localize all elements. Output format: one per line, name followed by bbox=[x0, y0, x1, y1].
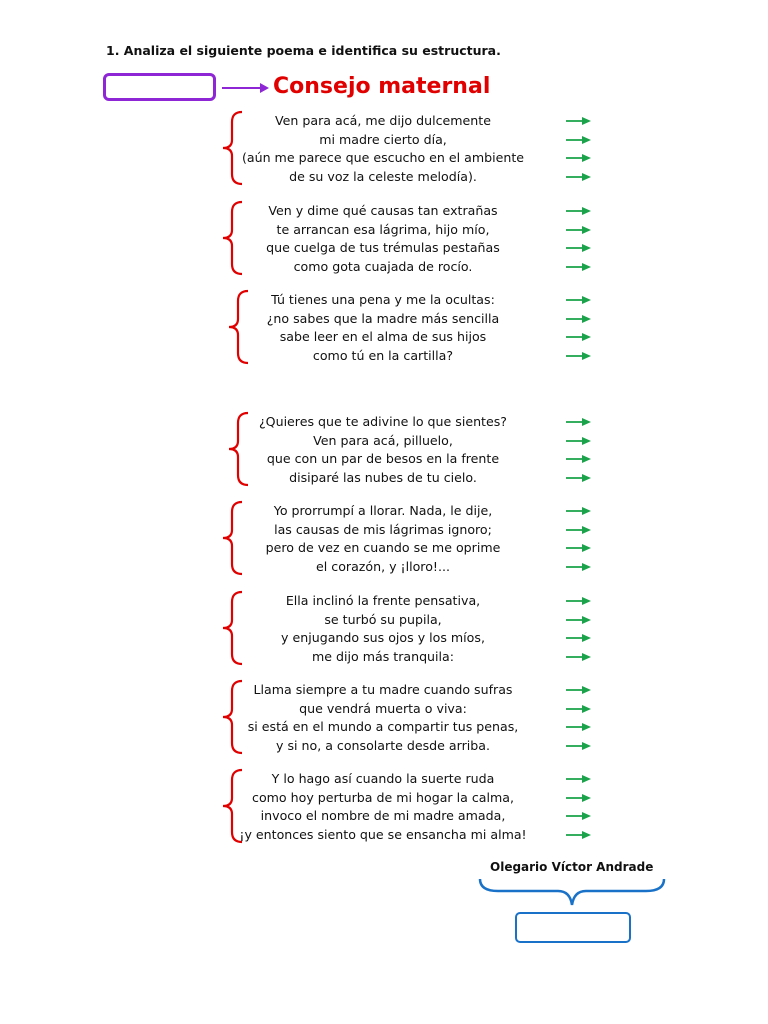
poem-verse: las causas de mis lágrimas ignoro; bbox=[274, 521, 492, 537]
poem-verse: que vendrá muerta o viva: bbox=[299, 700, 467, 716]
poem-verse: (aún me parece que escucho en el ambiente bbox=[241, 150, 525, 166]
poem-verse: Ven para acá, me dijo dulcemente bbox=[275, 113, 491, 128]
poem-title: Consejo maternal bbox=[273, 74, 491, 99]
stanza-lines bbox=[238, 502, 528, 576]
poem-verse: y enjugando sus ojos y los míos, bbox=[281, 630, 485, 646]
poem-verse: sabe leer en el alma de sus hijos bbox=[279, 329, 487, 345]
poem-verse: Y lo hago así cuando la suerte ruda bbox=[271, 771, 495, 786]
poem-verse: el corazón, y ¡lloro!... bbox=[316, 558, 450, 574]
stanza-lines bbox=[238, 112, 528, 186]
poem-verse: disiparé las nubes de tu cielo. bbox=[289, 469, 477, 485]
poem-verse: de su voz la celeste melodía). bbox=[289, 168, 477, 184]
poem-verse: si está en el mundo a compartir tus penas, bbox=[247, 719, 519, 735]
author-answer-box[interactable] bbox=[515, 912, 631, 943]
stanza-lines bbox=[238, 413, 528, 487]
poem-verse: como tú en la cartilla? bbox=[312, 347, 454, 363]
poem-verse: Llama siempre a tu madre cuando sufras bbox=[253, 682, 513, 697]
poem-verse: y si no, a consolarte desde arriba. bbox=[275, 737, 490, 753]
poem-verse: ¿Quieres que te adivine lo que sientes? bbox=[258, 414, 507, 429]
poem-verse: pero de vez en cuando se me oprime bbox=[265, 540, 501, 556]
poem-verse: Ven y dime qué causas tan extrañas bbox=[268, 203, 498, 218]
stanza-lines bbox=[238, 681, 528, 755]
poem-verse: Yo prorrumpí a llorar. Nada, le dije, bbox=[273, 503, 493, 518]
poem-verse: como hoy perturba de mi hogar la calma, bbox=[252, 789, 514, 805]
stanza-lines bbox=[238, 202, 528, 276]
poem-verse: Tú tienes una pena y me la ocultas: bbox=[271, 292, 495, 307]
poem-verse: ¿no sabes que la madre más sencilla bbox=[266, 310, 500, 326]
stanza-lines bbox=[238, 592, 528, 666]
stanza-lines bbox=[238, 291, 528, 365]
stanza-lines bbox=[238, 770, 528, 844]
title-answer-box[interactable] bbox=[103, 73, 216, 101]
poem-verse: que cuelga de tus trémulas pestañas bbox=[266, 240, 500, 256]
poem-verse: como gota cuajada de rocío. bbox=[293, 258, 473, 274]
poem-verse: me dijo más tranquila: bbox=[311, 648, 455, 664]
poem-verse: Ella inclinó la frente pensativa, bbox=[285, 593, 481, 608]
poem-verse: ¡y entonces siento que se ensancha mi alma! bbox=[239, 826, 527, 842]
poem-verse: se turbó su pupila, bbox=[324, 611, 442, 627]
poem-verse: invoco el nombre de mi madre amada, bbox=[260, 808, 506, 824]
poem-verse: te arrancan esa lágrima, hijo mío, bbox=[276, 221, 490, 237]
poem-verse: mi madre cierto día, bbox=[319, 131, 447, 147]
poem-author: Olegario Víctor Andrade bbox=[490, 860, 654, 874]
author-brace-icon bbox=[478, 877, 666, 907]
poem-verse: que con un par de besos en la frente bbox=[266, 451, 500, 467]
poem-verse: Ven para acá, pilluelo, bbox=[313, 432, 453, 448]
title-arrow-icon bbox=[222, 81, 270, 95]
instruction-text: 1. Analiza el siguiente poema e identifica su estructura. bbox=[106, 43, 501, 58]
